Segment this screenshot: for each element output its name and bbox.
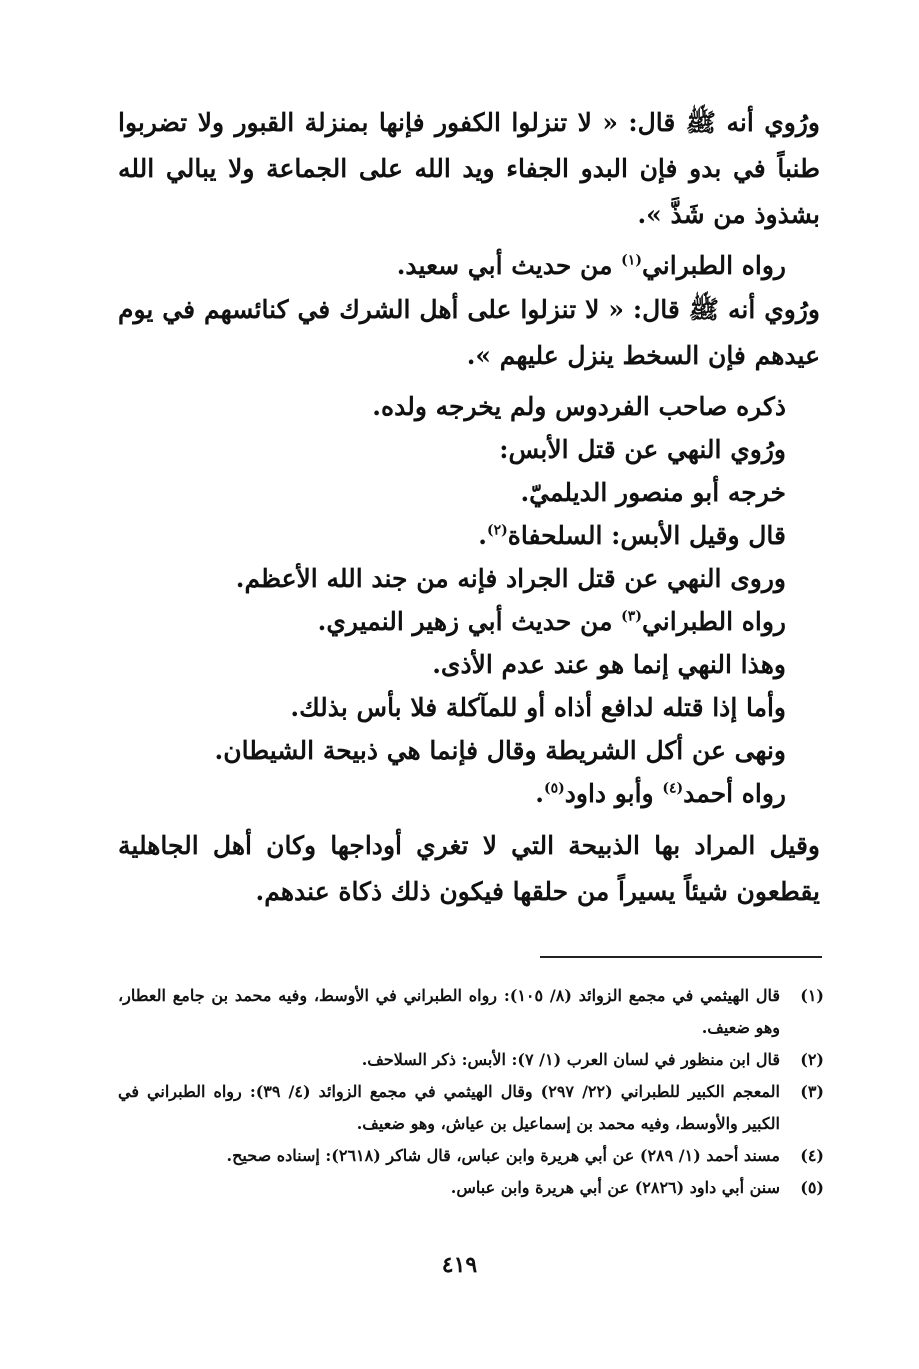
- line-text: رواه أحمد: [683, 779, 786, 808]
- paragraph-hadith-kufur: ورُوي أنه ﷺ قال: « لا تنزلوا الكفور فإنها بمنزلة القبور ولا تضربوا طنباً في بدو فإن البدو الجفاء ويد الله على الجماعة ولا يبالي الله بشذوذ من شَذَّ ».: [118, 108, 820, 229]
- footnote-ref-3[interactable]: (٣): [621, 608, 642, 625]
- line-abs-prohibition: ورُوي النهي عن قتل الأبس:: [499, 435, 786, 464]
- footnote-ref-1[interactable]: (١): [621, 252, 642, 269]
- line-text: .: [535, 779, 544, 808]
- line-shariita: ونهى عن أكل الشريطة وقال فإنما هي ذبيحة الشيطان.: [214, 736, 786, 765]
- footnote-separator: [540, 956, 822, 958]
- footnote-text: المعجم الكبير للطبراني (٢٢/ ٢٩٧) وقال الهيثمي في مجمع الزوائد (٤/ ٣٩): رواه الطبراني في الكبير والأوسط، وفيه محمد بن إسماعيل بن عياش، وهو ضعيف.: [118, 1082, 780, 1133]
- line-daylami: خرجه أبو منصور الديلميّ.: [520, 478, 786, 507]
- main-text: [118, 100, 820, 921]
- footnote-number: (٣): [800, 1082, 824, 1101]
- line-text: .: [478, 521, 487, 550]
- footnote-number: (٥): [800, 1178, 824, 1197]
- line-firdaws: ذكره صاحب الفردوس ولم يخرجه ولده.: [372, 392, 786, 421]
- footnote-number: (١): [800, 986, 824, 1005]
- line-text: قال وقيل الأبس: السلحفاة: [507, 521, 786, 550]
- footnote-text: قال ابن منظور في لسان العرب (١/ ٧): الأبس: ذكر السلاحف.: [361, 1050, 780, 1069]
- footnote-text: سنن أبي داود (٢٨٢٦) عن أبي هريرة وابن عباس.: [450, 1178, 780, 1197]
- line-killing-allowed: وأما إذا قتله لدافع أذاه أو للمآكلة فلا بأس بذلك.: [290, 693, 786, 722]
- footnote-item: [118, 1172, 824, 1204]
- footnote-item: [118, 980, 824, 1044]
- paragraph-shariita-meaning: وقيل المراد بها الذبيحة التي لا تغري أوداجها وكان أهل الجاهلية يقطعون شيئاً يسيراً من حلقها فيكون ذلك ذكاة عندهم.: [118, 831, 821, 906]
- footnote-ref-4[interactable]: (٤): [662, 780, 684, 797]
- footnote-item: [118, 1044, 824, 1076]
- line-ahmad-abudawud: [118, 772, 820, 815]
- paragraph-hadith-kanais: ورُوي أنه ﷺ قال: « لا تنزلوا على أهل الشرك في كنائسهم في يوم عيدهم فإن السخط ينزل عليهم ».: [118, 295, 820, 370]
- line-locust: وروى النهي عن قتل الجراد فإنه من جند الله الأعظم.: [235, 564, 786, 593]
- footnote-ref-5[interactable]: (٥): [543, 780, 565, 797]
- line-abs-definition: [118, 514, 820, 557]
- line-text: رواه الطبراني: [641, 251, 786, 280]
- line-text: وأبو داود: [564, 779, 663, 808]
- footnote-number: (٤): [800, 1146, 824, 1165]
- line-narration-tabarani-3: [118, 600, 820, 643]
- footnote-ref-2[interactable]: (٢): [486, 522, 508, 539]
- footnote-item: [118, 1076, 824, 1140]
- line-text: من حديث أبي زهير النميري.: [317, 607, 622, 636]
- line-text: رواه الطبراني: [641, 607, 786, 636]
- footnote-number: (٢): [800, 1050, 824, 1069]
- line-harm: وهذا النهي إنما هو عند عدم الأذى.: [432, 650, 786, 679]
- line-text: من حديث أبي سعيد.: [396, 251, 622, 280]
- footnote-item: [118, 1140, 824, 1172]
- footnote-text: قال الهيثمي في مجمع الزوائد (٨/ ١٠٥): رواه الطبراني في الأوسط، وفيه محمد بن جامع العطار، وهو ضعيف.: [118, 986, 780, 1037]
- page-number: ٤١٩: [441, 1252, 478, 1278]
- footnote-text: مسند أحمد (١/ ٢٨٩) عن أبي هريرة وابن عباس، قال شاكر (٢٦١٨): إسناده صحيح.: [226, 1146, 780, 1165]
- footnotes: [118, 980, 824, 1204]
- line-narration-tabarani-1: [118, 244, 820, 287]
